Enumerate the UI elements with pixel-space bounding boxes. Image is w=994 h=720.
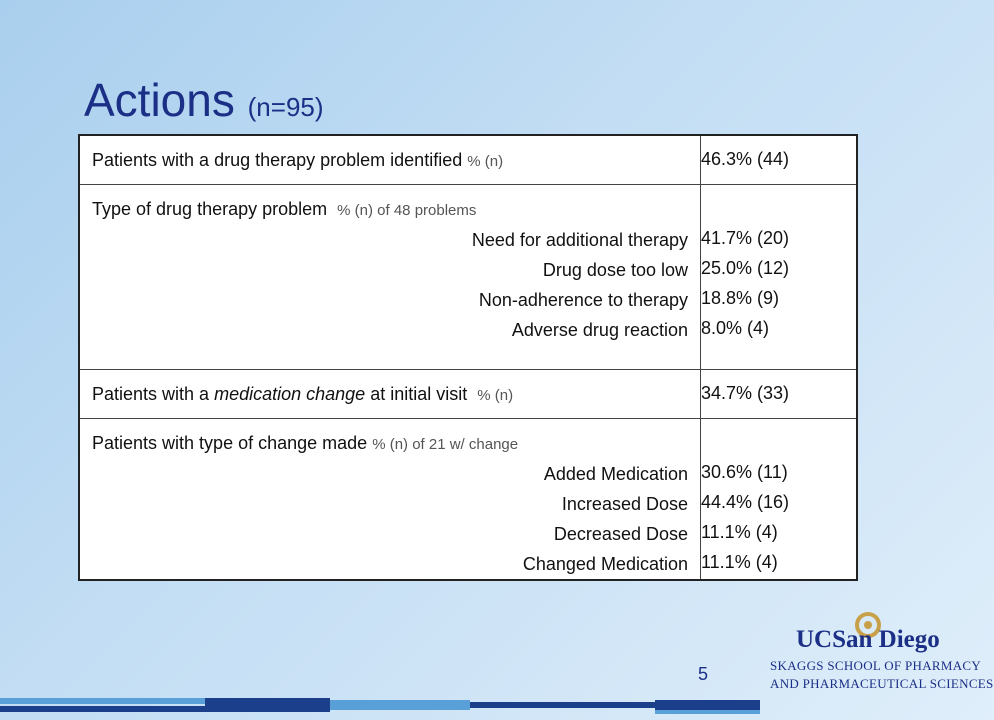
row4-value-list	[701, 419, 856, 577]
footer-bar	[330, 700, 470, 710]
logo-line2: AND PHARMACEUTICAL SCIENCES	[770, 676, 994, 691]
row3-value: 34.7% (33)	[701, 383, 790, 403]
row4-label: Patients with type of change made	[92, 433, 368, 453]
footer-bar	[205, 698, 330, 712]
row1-note: % (n)	[467, 153, 504, 170]
list-item: Drug dose too low	[542, 260, 688, 280]
footer-bar	[0, 698, 205, 704]
list-item: Decreased Dose	[553, 524, 688, 544]
list-value: 25.0% (12)	[701, 258, 790, 278]
row4-value-cell	[701, 419, 858, 581]
footer-bar	[655, 700, 760, 710]
list-value: 41.7% (20)	[701, 228, 790, 248]
row3-value-cell	[701, 370, 858, 419]
list-value: 18.8% (9)	[701, 288, 780, 308]
row1-value: 46.3% (44)	[701, 149, 790, 169]
slide-title	[84, 72, 324, 135]
list-value: 30.6% (11)	[701, 462, 788, 482]
row2-label: Type of drug therapy problem	[92, 199, 328, 219]
list-item: Added Medication	[543, 464, 688, 484]
row3-label-emphasis: medication change	[214, 384, 366, 404]
list-item: Changed Medication	[522, 554, 688, 574]
row4-note: % (n) of 21 w/ change	[372, 436, 519, 453]
list-item: Increased Dose	[561, 494, 688, 514]
table-row	[79, 185, 857, 370]
list-item: Non-adherence to therapy	[478, 290, 688, 310]
table-row	[79, 370, 857, 419]
table-row	[79, 135, 857, 185]
list-value: 11.1% (4)	[701, 552, 778, 572]
title-text: Actions	[84, 74, 235, 126]
footer-bars	[0, 680, 960, 720]
row2-value-cell	[701, 185, 858, 370]
logo-name: UCSan Diego	[796, 626, 940, 653]
table-row	[79, 419, 857, 581]
row3-note: % (n)	[477, 387, 514, 404]
row3-label-before: Patients with a	[92, 384, 210, 404]
page-number: 5	[698, 664, 709, 684]
row1-label-cell	[79, 135, 701, 185]
row4-label-cell	[79, 419, 701, 581]
row4-item-list	[92, 459, 688, 579]
list-value: 44.4% (16)	[701, 492, 790, 512]
actions-table	[78, 134, 858, 581]
row2-value-list	[701, 185, 856, 343]
row1-value-cell	[701, 135, 858, 185]
row3-label-cell	[79, 370, 701, 419]
list-item: Need for additional therapy	[471, 230, 688, 250]
footer-bar	[470, 702, 655, 708]
footer-bar	[0, 706, 205, 712]
list-item: Adverse drug reaction	[511, 320, 688, 340]
list-value: 11.1% (4)	[701, 522, 778, 542]
row1-label: Patients with a drug therapy problem identified	[92, 150, 463, 170]
row2-item-list	[92, 225, 688, 345]
list-value: 8.0% (4)	[701, 318, 770, 338]
row3-label-after: at initial visit	[370, 384, 468, 404]
title-note: (n=95)	[247, 92, 324, 122]
footer-bar	[655, 710, 760, 714]
logo-line1: SKAGGS SCHOOL OF PHARMACY	[770, 658, 982, 673]
row2-label-cell	[79, 185, 701, 370]
row2-note: % (n) of 48 problems	[337, 202, 477, 219]
